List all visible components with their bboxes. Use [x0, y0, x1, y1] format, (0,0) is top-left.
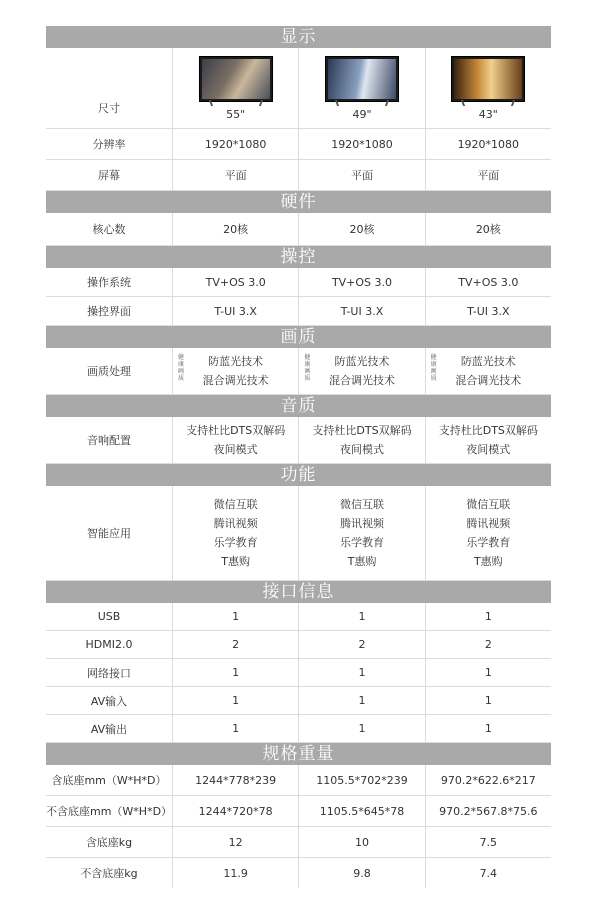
spec-row [46, 827, 551, 858]
feature-line: 腾讯视频 [466, 517, 511, 530]
size-cell [299, 48, 425, 128]
feature-line: 乐学教育 [213, 536, 258, 549]
spec-value: 970.2*622.6*217 [440, 773, 536, 787]
cores-label: 核心数 [46, 213, 173, 245]
size-value: 55" [226, 107, 246, 121]
spec-label: 不含底座mm（W*H*D） [46, 796, 173, 826]
spec-value: 9.8 [299, 858, 425, 888]
os-row [46, 268, 551, 297]
quality-line: 混合调光技术 [202, 374, 269, 387]
audio-cell [426, 417, 551, 463]
section-header-control: 操控 [46, 246, 551, 268]
port-row [46, 603, 551, 631]
size-label: 尺寸 [46, 48, 173, 128]
cores-value: 20核 [299, 213, 425, 245]
ui-value: T-UI 3.X [299, 297, 425, 325]
spec-label: 含底座mm（W*H*D） [46, 765, 173, 795]
port-value: 1 [299, 603, 425, 630]
ui-value: T-UI 3.X [173, 297, 299, 325]
size-value: 43" [478, 107, 498, 121]
quality-label: 画质处理 [46, 348, 173, 394]
quality-line: 混合调光技术 [328, 374, 395, 387]
audio-line: 夜间模式 [339, 443, 384, 456]
tv-image-43 [451, 56, 525, 102]
spec-comparison-table [46, 26, 551, 888]
port-value: 1 [173, 603, 299, 630]
port-label: AV输出 [46, 715, 173, 742]
port-value: 1 [173, 687, 299, 714]
audio-cell [299, 417, 425, 463]
spec-value: 970.2*567.8*75.6 [439, 804, 538, 818]
quality-cell [299, 348, 425, 394]
port-value: 2 [299, 631, 425, 658]
features-cell [426, 486, 551, 580]
quality-line: 防蓝光技术 [334, 355, 390, 368]
spec-value: 1105.5*702*239 [299, 765, 425, 795]
port-value: 1 [484, 666, 492, 679]
spec-row [46, 796, 551, 827]
quality-row [46, 348, 551, 395]
audio-line: 支持杜比DTS双解码 [312, 424, 412, 437]
section-header-display: 显示 [46, 26, 551, 48]
section-header-features: 功能 [46, 464, 551, 486]
ui-label: 操控界面 [46, 297, 173, 325]
audio-row [46, 417, 551, 464]
quality-tag: 健康画质 [304, 354, 311, 382]
section-header-hardware: 硬件 [46, 191, 551, 213]
quality-tag: 健康画质 [177, 354, 184, 382]
spec-value: 11.9 [173, 858, 299, 888]
resolution-value: 1920*1080 [457, 137, 520, 151]
feature-line: 微信互联 [213, 498, 258, 511]
feature-line: 微信互联 [339, 498, 384, 511]
tv-image-55 [199, 56, 273, 102]
port-value: 1 [299, 687, 425, 714]
feature-line: 乐学教育 [339, 536, 384, 549]
port-value: 2 [173, 631, 299, 658]
port-label: USB [46, 603, 173, 630]
section-header-audio: 音质 [46, 395, 551, 417]
spec-value: 1244*778*239 [173, 765, 299, 795]
feature-line: 乐学教育 [466, 536, 511, 549]
port-value: 1 [173, 715, 299, 742]
screen-row [46, 160, 551, 191]
resolution-label: 分辨率 [46, 129, 173, 159]
port-value: 1 [484, 694, 492, 707]
port-value: 1 [173, 659, 299, 686]
spec-value: 10 [299, 827, 425, 857]
spec-value: 7.5 [479, 835, 498, 849]
ui-value: T-UI 3.X [467, 304, 510, 318]
size-value: 49" [352, 107, 372, 121]
port-row [46, 631, 551, 659]
size-cell [426, 48, 551, 128]
feature-line: 微信互联 [466, 498, 511, 511]
spec-label: 不含底座kg [46, 858, 173, 888]
size-cell [173, 48, 299, 128]
ui-row [46, 297, 551, 326]
feature-line: T惠购 [221, 555, 251, 568]
spec-row [46, 858, 551, 888]
os-value: TV+OS 3.0 [458, 275, 519, 289]
screen-label: 屏幕 [46, 160, 173, 190]
screen-value: 平面 [173, 160, 299, 190]
spec-value: 7.4 [479, 866, 498, 880]
size-row [46, 48, 551, 129]
port-label: AV输入 [46, 687, 173, 714]
port-value: 1 [299, 715, 425, 742]
feature-line: 腾讯视频 [213, 517, 258, 530]
cores-value: 20核 [475, 223, 501, 236]
quality-line: 防蓝光技术 [208, 355, 264, 368]
port-value: 1 [299, 659, 425, 686]
audio-label: 音响配置 [46, 417, 173, 463]
features-row [46, 486, 551, 581]
features-label: 智能应用 [46, 486, 173, 580]
port-value: 1 [484, 610, 492, 623]
spec-label: 含底座kg [46, 827, 173, 857]
features-cell [299, 486, 425, 580]
resolution-value: 1920*1080 [173, 129, 299, 159]
section-header-ports: 接口信息 [46, 581, 551, 603]
spec-value: 12 [173, 827, 299, 857]
spec-value: 1105.5*645*78 [299, 796, 425, 826]
port-row [46, 715, 551, 743]
quality-line: 防蓝光技术 [460, 355, 516, 368]
audio-cell [173, 417, 299, 463]
section-header-spec: 规格重量 [46, 743, 551, 765]
feature-line: 腾讯视频 [339, 517, 384, 530]
feature-line: T惠购 [473, 555, 503, 568]
os-value: TV+OS 3.0 [173, 268, 299, 296]
port-row [46, 659, 551, 687]
spec-row [46, 765, 551, 796]
section-header-quality: 画质 [46, 326, 551, 348]
resolution-row [46, 129, 551, 160]
tv-image-49 [325, 56, 399, 102]
screen-value: 平面 [299, 160, 425, 190]
quality-cell [426, 348, 551, 394]
screen-value: 平面 [477, 169, 500, 182]
quality-cell [173, 348, 299, 394]
port-value: 2 [484, 638, 492, 651]
audio-line: 支持杜比DTS双解码 [186, 424, 286, 437]
features-cell [173, 486, 299, 580]
audio-line: 支持杜比DTS双解码 [438, 424, 538, 437]
audio-line: 夜间模式 [466, 443, 511, 456]
port-label: HDMI2.0 [46, 631, 173, 658]
os-label: 操作系统 [46, 268, 173, 296]
spec-value: 1244*720*78 [173, 796, 299, 826]
resolution-value: 1920*1080 [299, 129, 425, 159]
port-row [46, 687, 551, 715]
audio-line: 夜间模式 [213, 443, 258, 456]
quality-tag: 健康画质 [430, 354, 437, 382]
os-value: TV+OS 3.0 [299, 268, 425, 296]
cores-value: 20核 [173, 213, 299, 245]
quality-line: 混合调光技术 [455, 374, 522, 387]
port-value: 1 [484, 722, 492, 735]
feature-line: T惠购 [347, 555, 377, 568]
cores-row [46, 213, 551, 246]
port-label: 网络接口 [46, 659, 173, 686]
